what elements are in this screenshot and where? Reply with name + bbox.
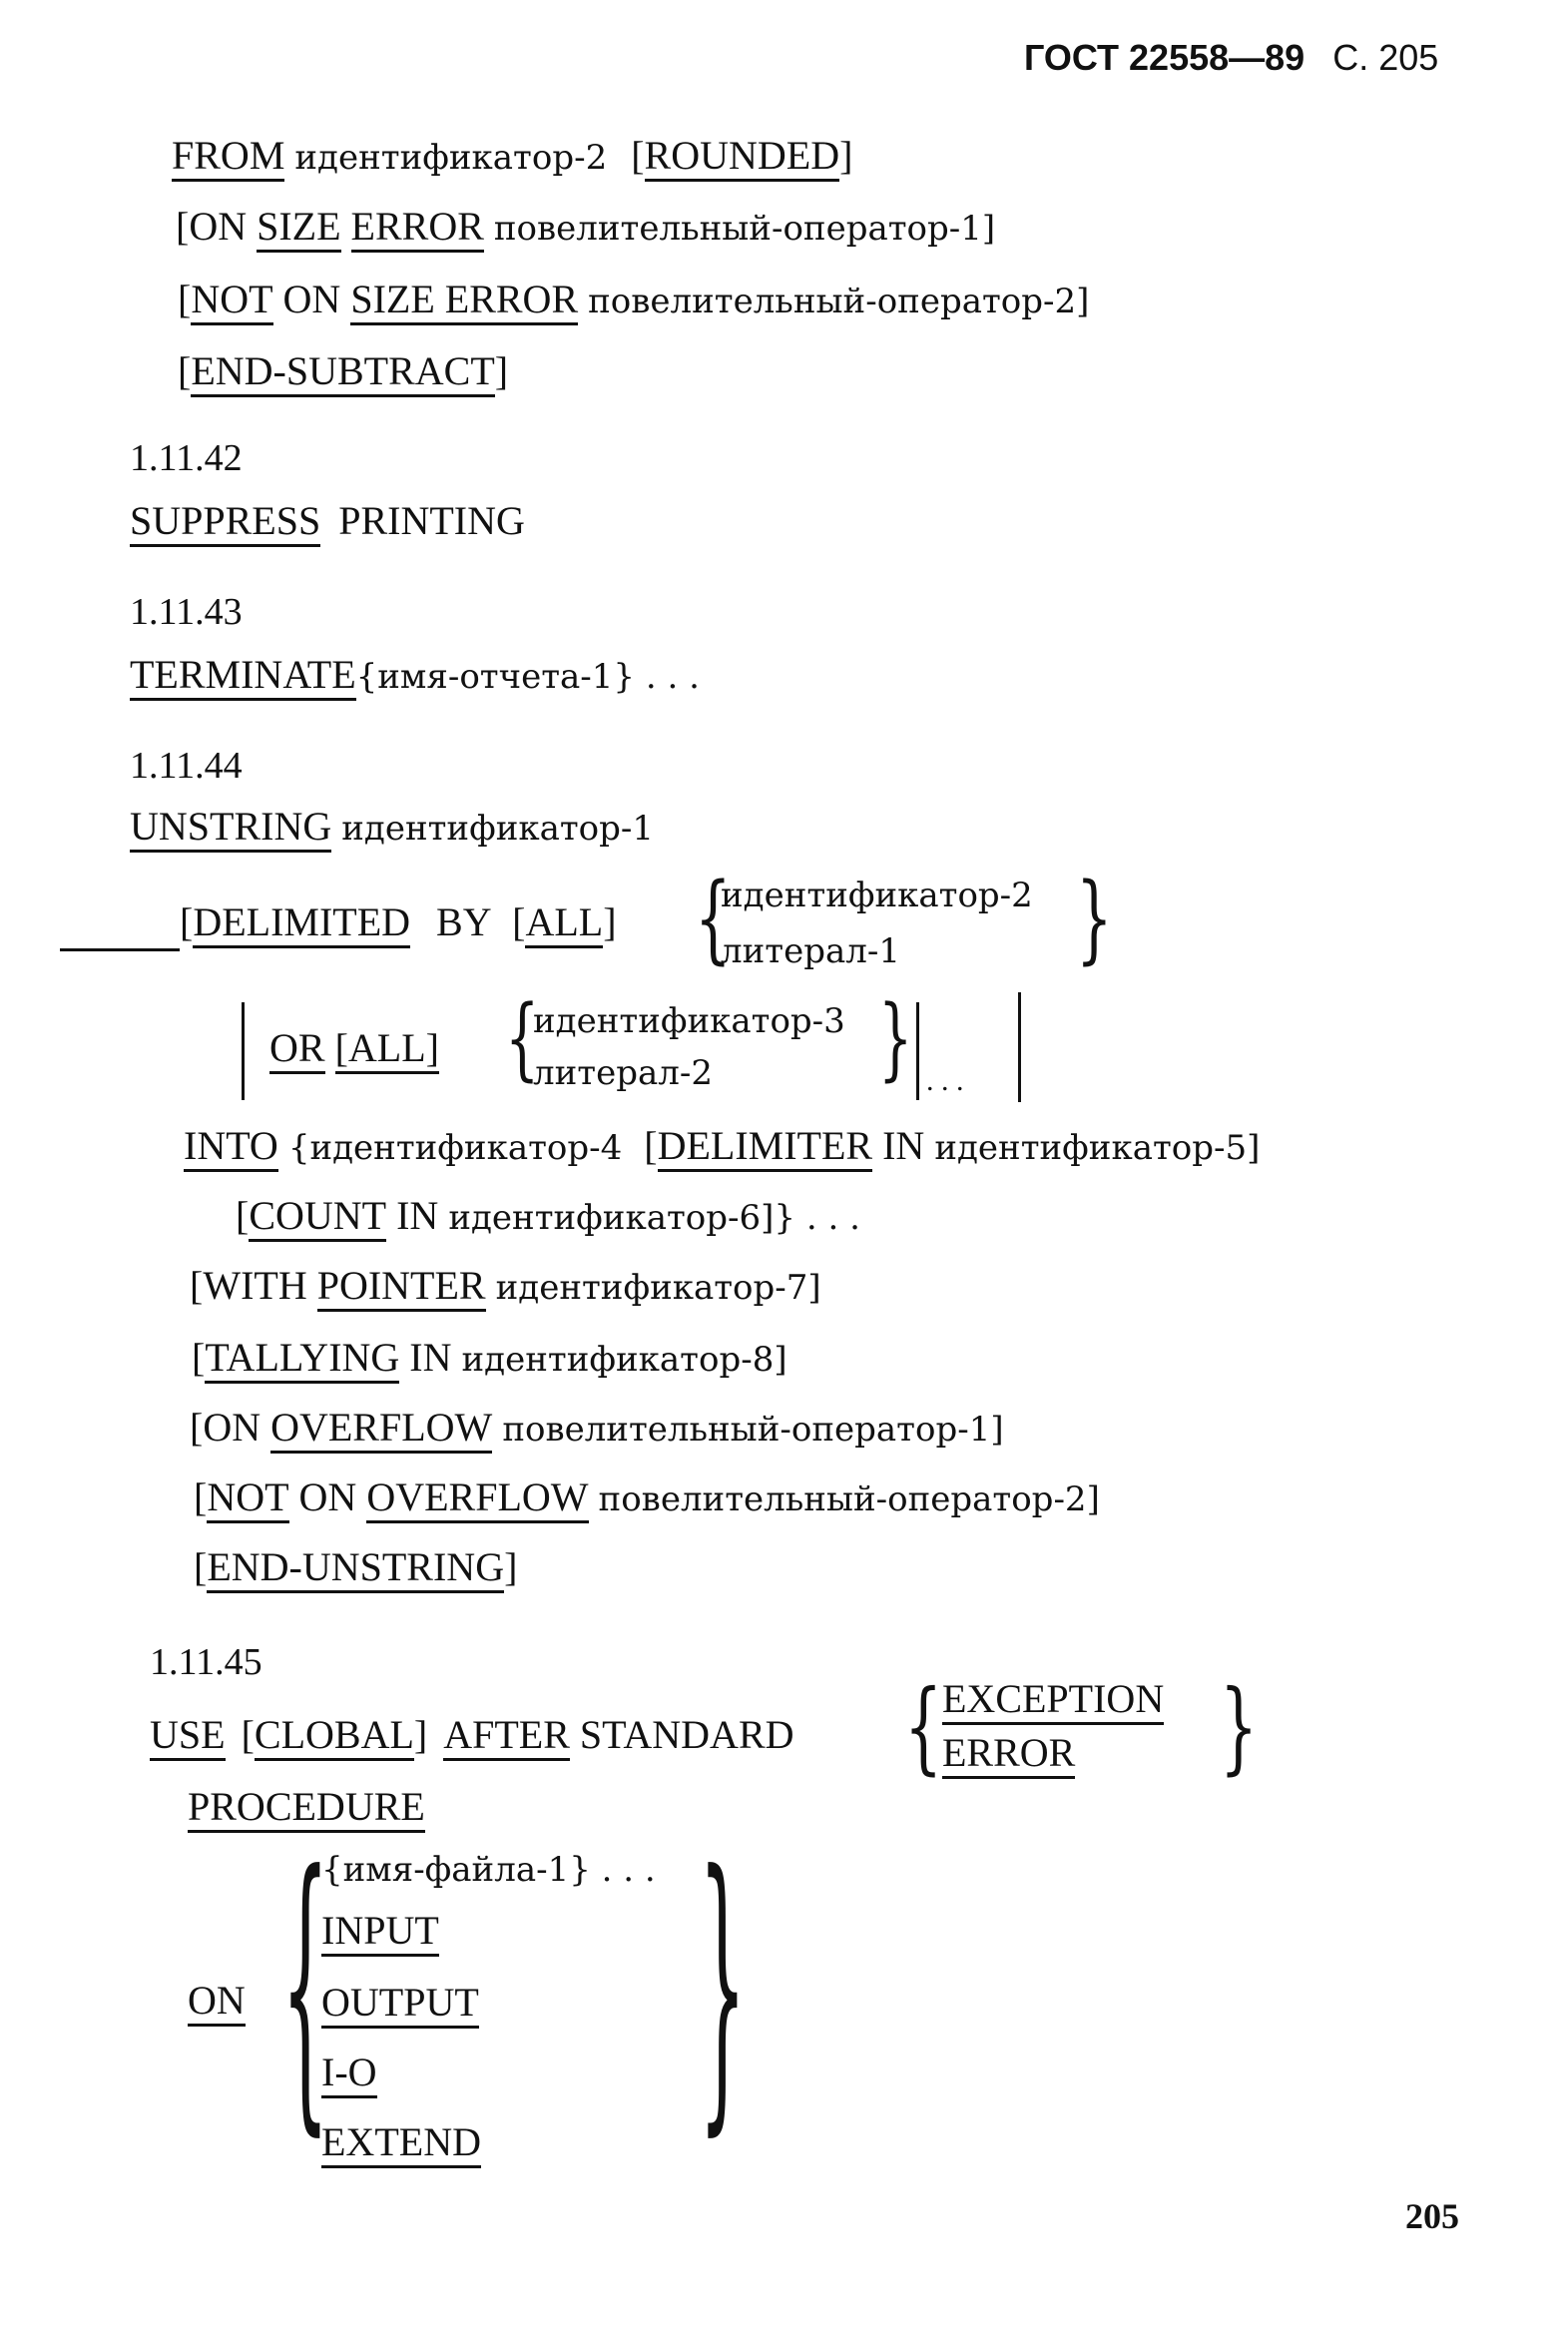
on-overflow-line: [ON OVERFLOW повелительный-оператор-1]: [190, 1408, 1004, 1454]
delimited-keyword: DELIMITED: [193, 902, 410, 948]
use-keyword: USE: [150, 1715, 226, 1761]
or-group-right-bar: [916, 1002, 919, 1100]
into-line: INTO {идентификатор-4 [DELIMITER IN идентификатор-5]: [184, 1126, 1260, 1172]
option-input: INPUT: [321, 1911, 439, 1957]
from-identifier: идентификатор-2: [294, 138, 608, 178]
end-subtract-keyword: END-SUBTRACT: [191, 351, 494, 397]
not-overflow-keyword: NOT: [207, 1477, 288, 1523]
into-keyword: INTO: [184, 1126, 278, 1172]
overflow-keyword: OVERFLOW: [270, 1408, 492, 1454]
unstring-keyword: UNSTRING: [130, 807, 331, 853]
option-io: I-O: [321, 2053, 377, 2098]
count-in-keyword: IN: [396, 1193, 439, 1238]
left-brace-on-options: {: [281, 1812, 329, 2160]
left-brace-choice1: {: [695, 863, 732, 974]
tallying-keyword: TALLYING: [205, 1338, 399, 1384]
count-keyword: COUNT: [249, 1196, 386, 1242]
error-keyword: ERROR: [351, 207, 484, 253]
not-on-overflow-line: [NOT ON OVERFLOW повелительный-оператор-2]: [194, 1477, 1100, 1523]
outer-group-right-bar: [1018, 992, 1021, 1102]
size-error-keyword: SIZE ERROR: [350, 280, 578, 325]
page-number: 205: [1405, 2196, 1459, 2236]
identifier-8: идентификатор-8]: [461, 1340, 787, 1380]
overflow-keyword-2: OVERFLOW: [366, 1477, 588, 1523]
on-size-error-line: [ON SIZE ERROR повелительный-оператор-1]: [176, 207, 995, 253]
standard-keyword: STANDARD: [579, 1712, 794, 1757]
imperative-statement-1: повелительный-оператор-1]: [493, 209, 996, 249]
choice2-identifier-3: идентификатор-3: [533, 1001, 845, 1041]
delimited-underline-extension: [60, 948, 180, 951]
section-number-42: 1.11.42: [130, 437, 243, 479]
use-line: USE [CLOBAL] AFTER STANDARD: [150, 1715, 794, 1761]
right-brace-choice2: }: [878, 986, 913, 1091]
end-subtract-line: [END-SUBTRACT]: [178, 351, 508, 397]
running-header: [1024, 37, 1439, 78]
imperative-statement-2: повелительный-оператор-2]: [588, 282, 1090, 321]
overflow-imperative-1: повелительный-оператор-1]: [502, 1410, 1004, 1450]
header-page-ref: С. 205: [1332, 37, 1439, 78]
tallying-in-keyword: IN: [409, 1335, 452, 1380]
suppress-keyword: SUPPRESS: [130, 501, 320, 547]
option-extend: EXTEND: [321, 2122, 481, 2168]
size-keyword: SIZE: [257, 207, 340, 253]
right-brace-on-options: }: [699, 1812, 747, 2160]
section-number-45: 1.11.45: [150, 1641, 262, 1683]
right-brace-choice1: }: [1076, 863, 1113, 974]
count-line: [COUNT IN идентификатор-6]} . . .: [236, 1196, 860, 1242]
standard-code: ГОСТ 22558—89: [1024, 37, 1306, 78]
overflow-imperative-2: повелительный-оператор-2]: [598, 1479, 1100, 1519]
terminate-keyword: TERMINATE: [130, 655, 356, 701]
or-group-left-bar: [242, 1002, 245, 1100]
end-unstring-keyword: END-UNSTRING: [207, 1547, 504, 1593]
identifier-5: идентификатор-5]: [934, 1128, 1261, 1168]
on-keyword-line: [188, 1978, 246, 2027]
end-unstring-line: [END-UNSTRING]: [194, 1547, 517, 1593]
identifier-6: идентификатор-6]} . . .: [448, 1198, 860, 1238]
section-number-43: 1.11.43: [130, 591, 243, 633]
delimiter-in-keyword: IN: [882, 1123, 925, 1168]
not-keyword: NOT: [191, 280, 272, 325]
by-keyword: BY: [436, 899, 491, 944]
unstring-line: [130, 804, 655, 853]
delimited-by-line: [DELIMITED BY [ALL]: [180, 902, 617, 948]
after-keyword: AFTER: [443, 1715, 570, 1761]
option-file-names: {имя-файла-1} . . .: [321, 1850, 656, 1890]
report-name-arg: {имя-отчета-1} . . .: [355, 657, 700, 697]
choice1-identifier-2: идентификатор-2: [721, 876, 1033, 915]
identifier-1: идентификатор-1: [341, 809, 655, 849]
on-keyword: ON: [188, 1981, 246, 2027]
choice1-literal-1: литерал-1: [721, 931, 900, 971]
or-all-line: [269, 1025, 439, 1074]
terminate-line: [130, 652, 700, 701]
procedure-keyword: PROCEDURE: [188, 1787, 425, 1833]
left-brace-choice2: {: [505, 986, 540, 1091]
rounded-keyword: ROUNDED: [645, 136, 840, 182]
left-brace-exception: {: [904, 1668, 943, 1785]
exception-option: EXCEPTION: [942, 1679, 1164, 1725]
subtract-from-line: FROM идентификатор-2 [ROUNDED]: [172, 136, 852, 182]
choice2-literal-2: литерал-2: [533, 1053, 713, 1093]
pointer-keyword: POINTER: [317, 1266, 486, 1312]
identifier-4: {идентификатор-4: [287, 1128, 623, 1168]
or-keyword: OR: [269, 1028, 325, 1074]
not-on-size-error-line: [NOT ON SIZE ERROR повелительный-оператор-2]: [178, 280, 1089, 325]
identifier-7: идентификатор-7]: [495, 1268, 821, 1308]
option-output: OUTPUT: [321, 1983, 479, 2029]
all-keyword: ALL: [525, 902, 603, 948]
printing-keyword: PRINTING: [338, 498, 525, 543]
from-keyword: FROM: [172, 136, 284, 182]
delimiter-keyword: DELIMITER: [658, 1126, 873, 1172]
tallying-line: [TALLYING IN идентификатор-8]: [192, 1338, 787, 1384]
all-bracket-keyword: [ALL]: [335, 1028, 439, 1074]
global-keyword: CLOBAL: [255, 1715, 414, 1761]
suppress-printing-line: [130, 498, 525, 547]
right-brace-exception: }: [1220, 1668, 1259, 1785]
section-number-44: 1.11.44: [130, 745, 243, 787]
ellipsis-or-group: . . .: [926, 1064, 964, 1097]
error-option: ERROR: [942, 1733, 1075, 1779]
with-pointer-line: [WITH POINTER идентификатор-7]: [190, 1266, 821, 1312]
